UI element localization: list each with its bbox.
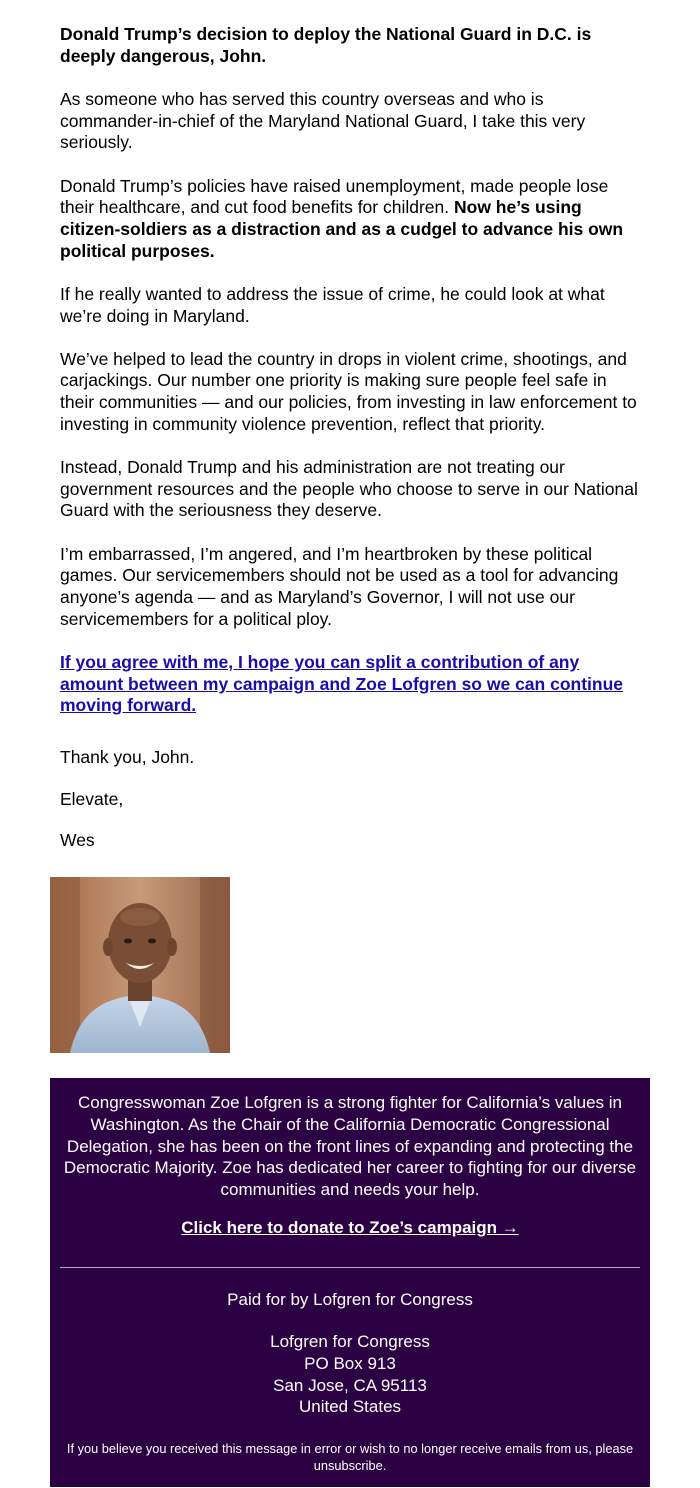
paragraph-4: We’ve helped to lead the country in drops in violent crime, shootings, and carjackings. Our number one priority is making sure people feel safe in their communities — and our policies, from investing in law enforcement to investing in community violence prevention, reflect that priority.: [60, 348, 637, 434]
paragraph-3: If he really wanted to address the issue of crime, he could look at what we’re doing in Maryland.: [60, 283, 605, 326]
thanks-line: Thank you, John.: [60, 747, 195, 768]
footer: [50, 1078, 650, 1487]
paragraph-1: As someone who has served this country overseas and who is commander-in-chief of the Maryland National Guard, I take this very seriously.: [60, 88, 586, 153]
paragraph-6: I’m embarrassed, I’m angered, and I’m heartbroken by these political games. Our servicemembers should not be used as a tool for advancing anyone’s agenda — and as Maryland’s Governor, I will not use our servicemembers for a political ploy.: [60, 543, 619, 629]
footer-bio: Congresswoman Zoe Lofgren is a strong fighter for California’s values in Washington. As the Chair of the California Democratic Congressional Delegation, she has been on the front lines of expanding and protecting the Democratic Majority. Zoe has dedicated her career to fighting for our diverse communities and needs your help.: [63, 1093, 637, 1200]
paragraph-2-bold: Now he’s using citizen-soldiers as a distraction and as a cudgel to advance his own political purposes.: [60, 197, 624, 261]
unsubscribe-notice: If you believe you received this message in error or wish to no longer receive emails from us, please unsubscribe.: [66, 1441, 634, 1474]
paragraph-5: Instead, Donald Trump and his administration are not treating our government resources and the people who choose to serve in our National Guard with the seriousness they deserve.: [60, 457, 638, 521]
paid-for-notice: Paid for by Lofgren for Congress: [227, 1289, 473, 1309]
address-line: PO Box 913: [304, 1353, 396, 1373]
address-line: Lofgren for Congress: [270, 1331, 430, 1351]
sender-photo: [50, 877, 230, 1053]
signoff: Elevate,: [60, 788, 124, 809]
contribute-link[interactable]: If you agree with me, I hope you can split a contribution of any amount between my campaign and Zoe Lofgren so we can continue moving forward.: [60, 651, 623, 716]
paragraph-2-text: Donald Trump’s policies have raised unemployment, made people lose their healthcare, and cut food benefits for children.: [60, 175, 609, 218]
address-line: San Jose, CA 95113: [273, 1375, 427, 1395]
address-line: United States: [298, 1397, 402, 1417]
headline: Donald Trump’s decision to deploy the National Guard in D.C. is deeply dangerous, John.: [60, 24, 592, 66]
paragraph-2: [60, 176, 644, 263]
mailing-address: [50, 1331, 650, 1418]
donate-link[interactable]: Click here to donate to Zoe’s campaign →: [181, 1217, 519, 1237]
footer-divider: [60, 1267, 640, 1268]
signature: Wes: [60, 830, 95, 851]
